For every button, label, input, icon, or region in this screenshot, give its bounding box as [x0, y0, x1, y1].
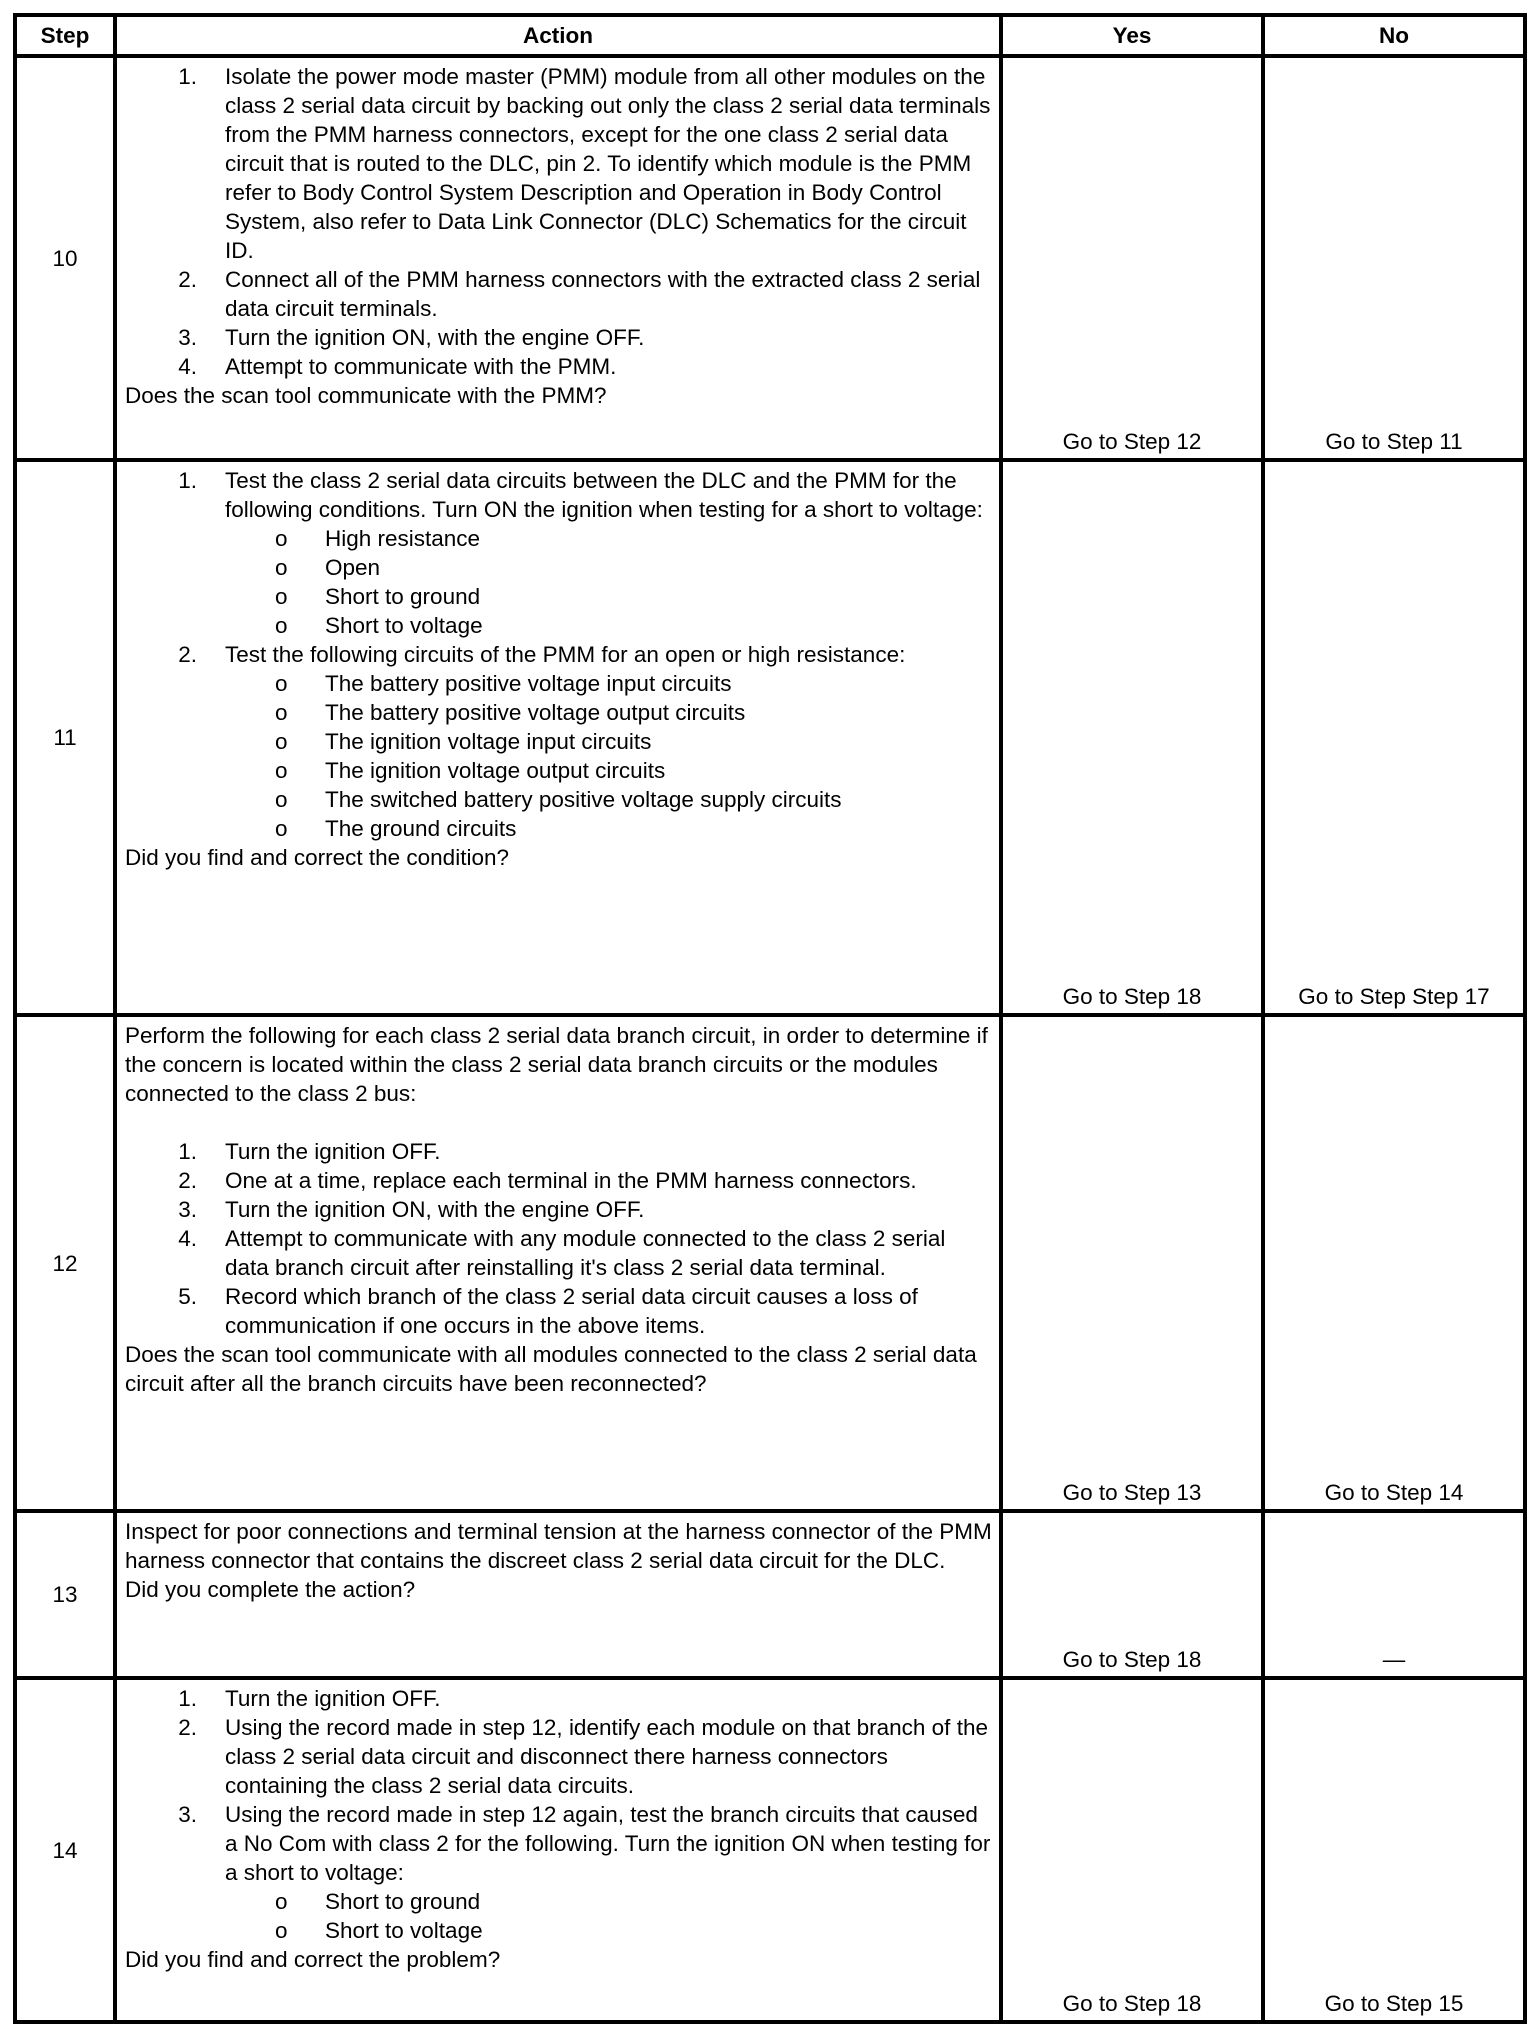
- numbered-list: [125, 1684, 995, 1945]
- bullet-item: o The switched battery positive voltage supply circuits: [275, 787, 842, 812]
- step-number: 14: [15, 1678, 115, 2022]
- table-row: [15, 1678, 1525, 2022]
- no-cell: Go to Step 11: [1263, 56, 1525, 460]
- list-item: 3. Using the record made in step 12 again, test the branch circuits that caused a No Com with class 2 for the following. Turn the ignition ON when testing for a short to voltage: o Short to ground o Short to voltage: [125, 1800, 995, 1945]
- bullet-list: [225, 1887, 995, 1945]
- list-item: 1. Turn the ignition OFF.: [178, 1139, 441, 1164]
- no-cell: Go to Step 14: [1263, 1015, 1525, 1511]
- yes-cell: Go to Step 18: [1001, 460, 1263, 1015]
- header-yes: Yes: [1001, 15, 1263, 56]
- bullet-item: o Short to voltage: [275, 613, 483, 638]
- table-row: [15, 1511, 1525, 1678]
- yes-cell: Go to Step 18: [1001, 1678, 1263, 2022]
- list-item: 1. Test the class 2 serial data circuits between the DLC and the PMM for the following conditions. Turn ON the ignition when testing for a short to voltage: o High resistance o Open o Short to ground o Short to voltage: [125, 466, 995, 640]
- list-item: 1. Isolate the power mode master (PMM) module from all other modules on the class 2 serial data circuit by backing out only the class 2 serial data terminals from the PMM harness connectors, except for the one class 2 serial data circuit that is routed to the DLC, pin 2. To identify which module is the PMM refer to Body Control System Description and Operation in Body Control System, also refer to Data Link Connector (DLC) Schematics for the circuit ID.: [178, 64, 991, 263]
- bullet-item: o High resistance: [275, 526, 481, 551]
- bullet-item: o The battery positive voltage output circuits: [275, 700, 746, 725]
- list-item: 2. One at a time, replace each terminal in the PMM harness connectors.: [178, 1168, 917, 1193]
- bullet-item: o The ignition voltage input circuits: [275, 729, 652, 754]
- bullet-item: o The battery positive voltage input circuits: [275, 671, 732, 696]
- list-item: 2. Connect all of the PMM harness connectors with the extracted class 2 serial data circuit terminals.: [178, 267, 981, 321]
- yes-cell: Go to Step 18: [1001, 1511, 1263, 1678]
- list-item: 2. Test the following circuits of the PMM for an open or high resistance: o The battery positive voltage input circuits o The battery positive voltage output circuits o The ignition voltage input circuits o The ignition voltage output circuits o The switched battery positive voltage supply circuits o The ground circuits: [125, 640, 995, 843]
- question-text: Does the scan tool communicate with the PMM?: [125, 383, 607, 408]
- yes-cell: Go to Step 12: [1001, 56, 1263, 460]
- table-row: [15, 1015, 1525, 1511]
- question-text: Does the scan tool communicate with all modules connected to the class 2 serial data circuit after all the branch circuits have been reconnected?: [125, 1342, 977, 1396]
- action-cell: [115, 1511, 1001, 1678]
- list-item: 3. Turn the ignition ON, with the engine OFF.: [178, 325, 645, 350]
- header-row: [15, 15, 1525, 56]
- question-text: Did you find and correct the condition?: [125, 845, 509, 870]
- list-item: 1. Turn the ignition OFF.: [178, 1686, 441, 1711]
- diagnostic-table: [13, 13, 1527, 2024]
- numbered-list: [125, 466, 995, 843]
- bullet-item: o Open: [275, 555, 381, 580]
- step-number: 13: [15, 1511, 115, 1678]
- list-item: 4. Attempt to communicate with the PMM.: [178, 354, 617, 379]
- numbered-list: [125, 1137, 995, 1340]
- header-no: No: [1263, 15, 1525, 56]
- step-number: 12: [15, 1015, 115, 1511]
- table-row: [15, 460, 1525, 1015]
- step-number: 11: [15, 460, 115, 1015]
- header-step: Step: [15, 15, 115, 56]
- header-action: Action: [115, 15, 1001, 56]
- action-cell: [115, 460, 1001, 1015]
- bullet-list: [225, 669, 995, 843]
- bullet-item: o Short to ground: [275, 584, 481, 609]
- no-cell: Go to Step 15: [1263, 1678, 1525, 2022]
- no-cell: —: [1263, 1511, 1525, 1678]
- list-item: 4. Attempt to communicate with any module connected to the class 2 serial data branch circuit after reinstalling it's class 2 serial data terminal.: [178, 1226, 946, 1280]
- question-text: Did you find and correct the problem?: [125, 1947, 501, 1972]
- list-item: 5. Record which branch of the class 2 serial data circuit causes a loss of communication if one occurs in the above items.: [178, 1284, 918, 1338]
- action-cell: [115, 56, 1001, 460]
- yes-cell: Go to Step 13: [1001, 1015, 1263, 1511]
- numbered-list: [125, 62, 995, 381]
- list-item: 2. Using the record made in step 12, identify each module on that branch of the class 2 serial data circuit and disconnect there harness connectors containing the class 2 serial data circuits.: [178, 1715, 988, 1798]
- intro-text: Inspect for poor connections and terminal tension at the harness connector of the PMM harness connector that contains the discreet class 2 serial data circuit for the DLC.: [125, 1519, 992, 1573]
- bullet-item: o The ground circuits: [275, 816, 517, 841]
- no-cell: Go to Step Step 17: [1263, 460, 1525, 1015]
- bullet-item: o Short to voltage: [275, 1918, 483, 1943]
- intro-text: Perform the following for each class 2 serial data branch circuit, in order to determine if the concern is located within the class 2 serial data branch circuits or the modules connected to the class 2 bus:: [125, 1023, 988, 1106]
- bullet-list: [225, 524, 995, 640]
- bullet-item: o Short to ground: [275, 1889, 481, 1914]
- table-row: [15, 56, 1525, 460]
- question-text: Did you complete the action?: [125, 1577, 416, 1602]
- action-cell: [115, 1015, 1001, 1511]
- step-number: 10: [15, 56, 115, 460]
- action-cell: [115, 1678, 1001, 2022]
- list-item: 3. Turn the ignition ON, with the engine OFF.: [178, 1197, 645, 1222]
- bullet-item: o The ignition voltage output circuits: [275, 758, 666, 783]
